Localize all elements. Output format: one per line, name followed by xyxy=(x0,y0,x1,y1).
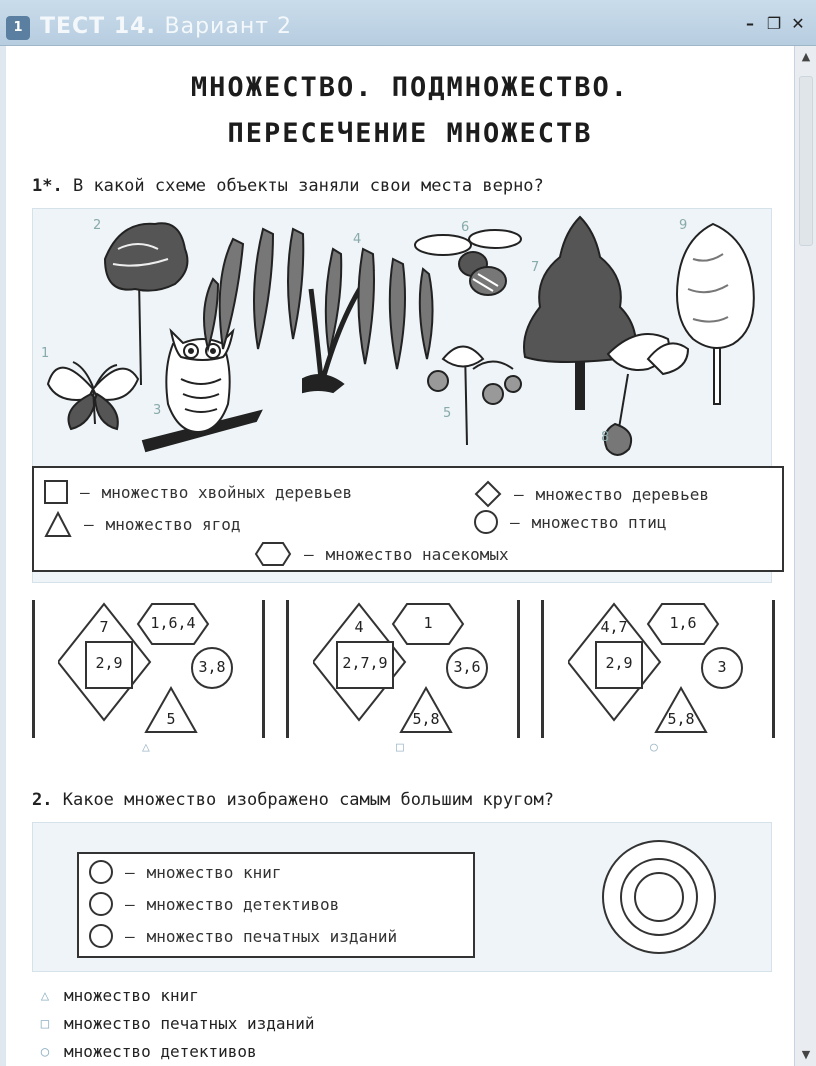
legend-text: множество ягод xyxy=(105,514,241,534)
triangle-icon xyxy=(44,510,72,538)
answer-option-2[interactable] xyxy=(36,1014,314,1033)
legend-dash: — xyxy=(514,484,524,504)
answer-mark-b[interactable]: □ xyxy=(396,740,404,755)
answer-option-text: множество детективов xyxy=(64,1042,257,1061)
circle-mark-icon[interactable]: ○ xyxy=(40,1043,50,1060)
square-label: 2,9 xyxy=(605,654,633,672)
spruce-tree-icon xyxy=(524,217,636,409)
triangle-label: 5 xyxy=(166,710,176,728)
square-label: 2,9 xyxy=(95,654,123,672)
question-2-text: Какое множество изображено самым большим кругом? xyxy=(62,790,555,810)
minimize-icon[interactable]: – xyxy=(746,14,754,33)
triangle-label: 5,8 xyxy=(412,710,440,728)
page-title-line2: ПЕРЕСЕЧЕНИЕ МНОЖЕСТВ xyxy=(227,118,593,149)
answer-option-text: множество книг xyxy=(64,986,199,1005)
question-2 xyxy=(32,790,554,810)
legend-item xyxy=(89,860,282,884)
circle-label: 3,8 xyxy=(198,658,226,676)
answer-mark-a[interactable]: △ xyxy=(142,740,150,755)
question-1 xyxy=(32,176,544,196)
hexagon-label: 1,6,4 xyxy=(150,614,196,632)
legend-text: множество птиц xyxy=(531,512,667,532)
triangle-label: 5,8 xyxy=(667,710,695,728)
diamond-label: 4 xyxy=(354,618,364,636)
window-title-main: ТЕСТ 14. xyxy=(40,14,156,39)
objects-illustration xyxy=(33,209,773,467)
circle-icon xyxy=(89,860,113,884)
legend-dash: — xyxy=(125,862,135,882)
circle-icon xyxy=(474,510,498,534)
object-number: 6 xyxy=(461,220,470,235)
legend-item xyxy=(44,480,352,504)
legend-text: множество насекомых xyxy=(325,544,509,564)
object-number: 3 xyxy=(153,403,162,418)
close-icon[interactable]: ✕ xyxy=(791,14,805,33)
object-number: 4 xyxy=(353,232,362,247)
diamond-label: 4,7 xyxy=(600,618,628,636)
legend-item xyxy=(89,924,397,948)
window-controls xyxy=(742,14,806,34)
nested-circles-icon xyxy=(599,837,719,957)
app-icon: 1 xyxy=(6,16,30,40)
legend-dash: — xyxy=(510,512,520,532)
variant-divider xyxy=(32,600,35,738)
legend-text: множество печатных изданий xyxy=(146,926,398,946)
diamond-icon xyxy=(474,480,502,508)
owl-icon xyxy=(143,331,261,451)
restore-icon[interactable]: ❐ xyxy=(766,14,782,33)
variant-a[interactable] xyxy=(58,596,298,736)
legend-dash: — xyxy=(80,482,90,502)
hexagon-label: 1 xyxy=(423,614,433,632)
question-1-number: 1*. xyxy=(32,176,63,196)
question-2-number: 2. xyxy=(32,790,53,810)
square-mark-icon[interactable]: □ xyxy=(40,1015,50,1032)
legend-item xyxy=(474,480,709,508)
vertical-scrollbar[interactable] xyxy=(794,46,816,1066)
legend-text: множество деревьев xyxy=(535,484,710,504)
legend-dash: — xyxy=(125,894,135,914)
answer-option-3[interactable] xyxy=(36,1042,257,1061)
hexagon-icon xyxy=(254,540,292,568)
legend-dash: — xyxy=(125,926,135,946)
scroll-up-icon[interactable]: ▲ xyxy=(801,50,811,63)
diamond-label: 7 xyxy=(99,618,109,636)
square-icon xyxy=(44,480,68,504)
scroll-thumb[interactable] xyxy=(799,76,813,246)
circle-label: 3 xyxy=(717,658,727,676)
question-1-legend xyxy=(32,466,784,572)
legend-item xyxy=(44,510,241,538)
legend-dash: — xyxy=(84,514,94,534)
scroll-down-icon[interactable]: ▼ xyxy=(801,1048,811,1061)
object-number: 7 xyxy=(531,260,540,275)
triangle-mark-icon[interactable]: △ xyxy=(40,987,50,1004)
legend-item xyxy=(474,510,667,534)
window-title xyxy=(40,14,292,39)
strawberry-icon xyxy=(605,334,688,455)
square-label: 2,7,9 xyxy=(342,654,388,672)
window-titlebar xyxy=(0,0,816,46)
window-title-sub: Вариант 2 xyxy=(164,14,293,39)
circle-icon xyxy=(89,892,113,916)
circle-icon xyxy=(89,924,113,948)
object-number: 5 xyxy=(443,406,452,421)
window-left-border xyxy=(0,46,6,1066)
page-title-line1: МНОЖЕСТВО. ПОДМНОЖЕСТВО. xyxy=(190,72,630,103)
answer-option-text: множество печатных изданий xyxy=(64,1014,315,1033)
variant-c[interactable] xyxy=(568,596,808,736)
willow-tree-icon xyxy=(204,229,433,392)
butterfly-icon xyxy=(48,362,138,429)
legend-text: множество детективов xyxy=(146,894,340,914)
question-2-legend xyxy=(77,852,475,958)
object-number: 2 xyxy=(93,218,102,233)
object-number: 8 xyxy=(601,430,610,445)
object-number: 1 xyxy=(41,346,50,361)
legend-item xyxy=(89,892,339,916)
legend-text: множество книг xyxy=(146,862,282,882)
answer-mark-c[interactable]: ○ xyxy=(650,740,658,755)
hexagon-label: 1,6 xyxy=(669,614,697,632)
object-number: 9 xyxy=(679,218,688,233)
variant-b[interactable] xyxy=(313,596,553,736)
raspberry-icon xyxy=(428,347,521,446)
legend-text: множество хвойных деревьев xyxy=(101,482,353,502)
question-1-text: В какой схеме объекты заняли свои места верно? xyxy=(72,176,544,196)
birch-tree-icon xyxy=(677,224,754,404)
answer-option-1[interactable] xyxy=(36,986,199,1005)
circle-label: 3,6 xyxy=(453,658,481,676)
legend-item xyxy=(254,540,509,568)
legend-dash: — xyxy=(304,544,314,564)
